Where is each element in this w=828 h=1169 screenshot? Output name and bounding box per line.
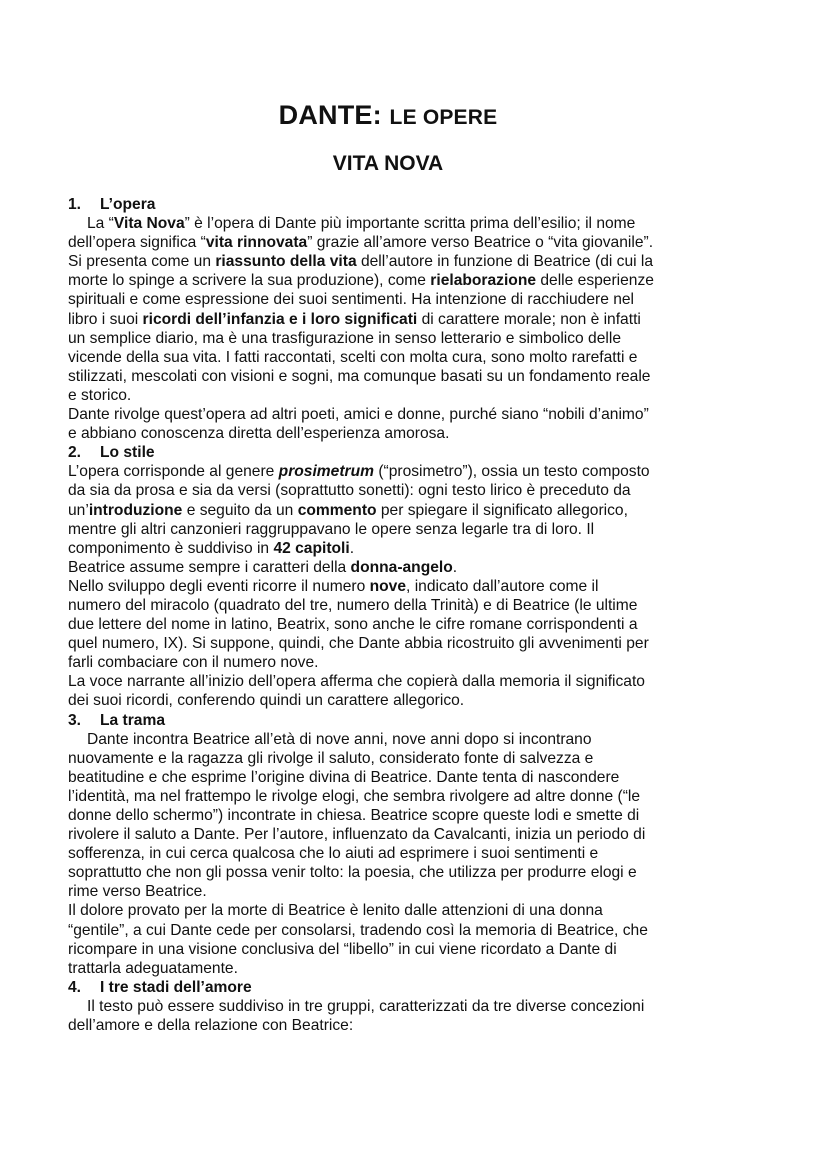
text-line [68, 634, 708, 653]
text-line [68, 596, 708, 615]
text-line [68, 367, 708, 386]
text-line [68, 539, 708, 558]
text-segment: Dante incontra Beatrice all’età di nove anni, nove anni dopo si incontrano [87, 730, 592, 748]
text-segment: donne dello schermo”) incontrate in chiesa. Beatrice scopre queste lodi e smette di [68, 807, 640, 824]
text-segment: componimento è suddiviso in [68, 539, 274, 557]
text-segment: trattarla adeguatamente. [68, 959, 238, 977]
text-line [68, 577, 708, 596]
text-segment: libro i suoi [68, 310, 143, 328]
section-heading [68, 443, 708, 462]
text-segment: Lo stile [100, 444, 155, 462]
section-heading [68, 711, 708, 730]
text-segment: Il dolore provato per la morte di Beatrice è lenito dalle attenzioni di una donna [68, 902, 603, 920]
text-line [68, 672, 708, 691]
text-segment: ricompare in una visione conclusiva del “libello” in cui viene ricordato a Dante di [68, 940, 617, 958]
text-line [68, 787, 708, 806]
text-line [68, 825, 708, 844]
text-line [68, 233, 708, 252]
page-title [0, 100, 776, 131]
text-line [68, 730, 708, 749]
section-number: 3. [68, 711, 82, 729]
text-segment: L’opera corrisponde al genere [68, 463, 279, 481]
text-line [68, 214, 708, 233]
text-line [68, 615, 708, 634]
text-segment: soprattutto che non gli possa venir tolto: la poesia, che utilizza per produrre elogi e [68, 864, 637, 882]
text-segment: Beatrice assume sempre i caratteri della [68, 558, 351, 576]
text-segment: La voce narrante all’inizio dell’opera afferma che copierà dalla memoria il significato [68, 673, 645, 691]
text-segment: dell’autore in funzione di Beatrice (di cui la [356, 253, 654, 271]
text-segment: un’ [68, 501, 89, 519]
text-line [68, 462, 708, 481]
text-line [68, 481, 708, 500]
text-segment: mentre gli altri canzonieri raggruppavano le opere senza legarle tra di loro. Il [68, 520, 595, 538]
text-segment: due lettere del nome in latino, Beatrix, sono anche le cifre romane corrispondenti a [68, 616, 638, 634]
text-segment: introduzione [88, 501, 183, 519]
document-body [68, 195, 708, 1035]
text-segment: da sia da prosa e sia da versi (soprattutto sonetti): ogni testo lirico è preceduto da [68, 482, 631, 500]
text-segment: nove [369, 577, 407, 595]
section-number: 4. [68, 978, 82, 996]
section-heading [68, 195, 708, 214]
text-segment: dei suoi ricordi, conferendo quindi un carattere allegorico. [68, 692, 465, 710]
text-line [68, 252, 708, 271]
text-segment: rivolere il saluto a Dante. Per l’autore, influenzato da Cavalcanti, inizia un periodo di [68, 826, 646, 844]
text-line [68, 863, 708, 882]
text-segment: Nello sviluppo degli eventi ricorre il numero [68, 577, 370, 595]
text-segment: riassunto della vita [215, 253, 357, 271]
text-segment: La trama [100, 711, 166, 729]
text-line [68, 653, 708, 672]
text-segment: L’opera [100, 196, 156, 213]
text-segment: Dante rivolge quest’opera ad altri poeti, amici e donne, purché siano “nobili d’animo” [68, 406, 649, 424]
text-segment: stilizzati, mescolati con visioni e sogni, ma comunque basati su un fondamento reale [68, 367, 651, 385]
text-line [68, 959, 708, 978]
text-segment: e storico. [68, 386, 132, 404]
text-segment: e abbiano conoscenza diretta dell’esperienza amorosa. [68, 425, 450, 443]
text-segment: sofferenza, in cui cerca qualcosa che lo aiuti ad esprimere i suoi sentimenti e [68, 845, 599, 863]
text-line [68, 501, 708, 520]
text-segment: Vita Nova [113, 215, 185, 233]
section-heading [68, 978, 708, 997]
text-segment: I tre stadi dell’amore [100, 978, 252, 996]
section-number: 2. [68, 444, 82, 462]
title-small: LE OPERE [389, 106, 498, 129]
text-line [68, 520, 708, 539]
text-segment: di carattere morale; non è infatti [417, 310, 641, 328]
text-segment: morte lo spinge a scrivere la sua produzione), come [68, 272, 431, 290]
text-line [68, 329, 708, 348]
text-line [68, 940, 708, 959]
text-segment: farli combaciare con il numero nove. [68, 654, 319, 672]
text-segment: rielaborazione [430, 272, 537, 290]
text-segment: “gentile”, a cui Dante cede per consolarsi, tradendo così la memoria di Beatrice, che [68, 921, 648, 939]
text-segment: delle esperienze [536, 272, 654, 290]
text-line [68, 271, 708, 290]
text-segment: prosimetrum [278, 463, 374, 481]
text-line [68, 882, 708, 901]
text-segment: beatitudine e che esprime l’origine divina di Beatrice. Dante tenta di nascondere [68, 768, 620, 786]
text-segment: ” grazie all’amore verso Beatrice o “vita giovanile”. [307, 234, 654, 252]
text-line [68, 424, 708, 443]
text-line [68, 348, 708, 367]
title-main: DANTE: [278, 100, 382, 130]
text-segment: . [349, 539, 355, 557]
section-number: 1. [68, 196, 82, 213]
text-segment: e seguito da un [182, 501, 298, 519]
text-segment: , indicato dall’autore come il [406, 577, 599, 595]
text-line [68, 768, 708, 787]
text-line [68, 806, 708, 825]
text-segment: Il testo può essere suddiviso in tre gruppi, caratterizzati da tre diverse concezioni [87, 997, 645, 1015]
text-line [68, 290, 708, 309]
text-segment: 42 capitoli [273, 539, 350, 557]
text-segment: dell’opera significa “ [68, 234, 206, 252]
text-segment: quel numero, IX). Si suppone, quindi, che Dante abbia ricostruito gli avvenimenti per [68, 635, 649, 653]
text-line [68, 997, 708, 1016]
text-segment: (“prosimetro”), ossia un testo composto [374, 463, 650, 481]
text-line [68, 749, 708, 768]
text-segment: vicende della sua vita. I fatti raccontati, scelti con molta cura, sono molto rarefatti e [68, 348, 638, 366]
text-line [68, 386, 708, 405]
page-subtitle: VITA NOVA [332, 152, 444, 175]
text-segment: per spiegare il significato allegorico, [376, 501, 628, 519]
text-line [68, 1016, 708, 1035]
text-segment: donna-angelo [350, 558, 453, 576]
text-segment: l’identità, ma nel frattempo le rivolge elogi, che sembra rivolgere ad altre donne (“le [68, 787, 641, 805]
text-segment: rime verso Beatrice. [68, 883, 207, 901]
text-segment: numero del miracolo (quadrato del tre, numero della Trinità) e di Beatrice (le ultime [68, 596, 638, 614]
text-line [68, 901, 708, 920]
text-segment: ricordi dell’infanzia e i loro significati [142, 310, 418, 328]
text-line [68, 844, 708, 863]
text-segment: . [452, 558, 458, 576]
text-segment: Si presenta come un [68, 253, 216, 271]
text-segment: un semplice diario, ma è una trasfigurazione in senso letterario e simbolico delle [68, 329, 621, 347]
text-line [68, 558, 708, 577]
text-line [68, 310, 708, 329]
text-line [68, 405, 708, 424]
text-segment: La “ [87, 215, 114, 233]
text-segment: ” è l’opera di Dante più importante scritta prima dell’esilio; il nome [184, 215, 636, 233]
text-segment: nuovamente e la ragazza gli rivolge il saluto, considerato fonte di salvezza e [68, 749, 594, 767]
text-segment: dell’amore e della relazione con Beatrice: [68, 1017, 354, 1035]
text-segment: vita rinnovata [205, 234, 308, 252]
text-segment: spirituali e come espressione dei suoi sentimenti. Ha intenzione di racchiudere nel [68, 291, 635, 309]
text-line [68, 691, 708, 710]
text-line [68, 921, 708, 940]
text-segment: commento [297, 501, 377, 519]
